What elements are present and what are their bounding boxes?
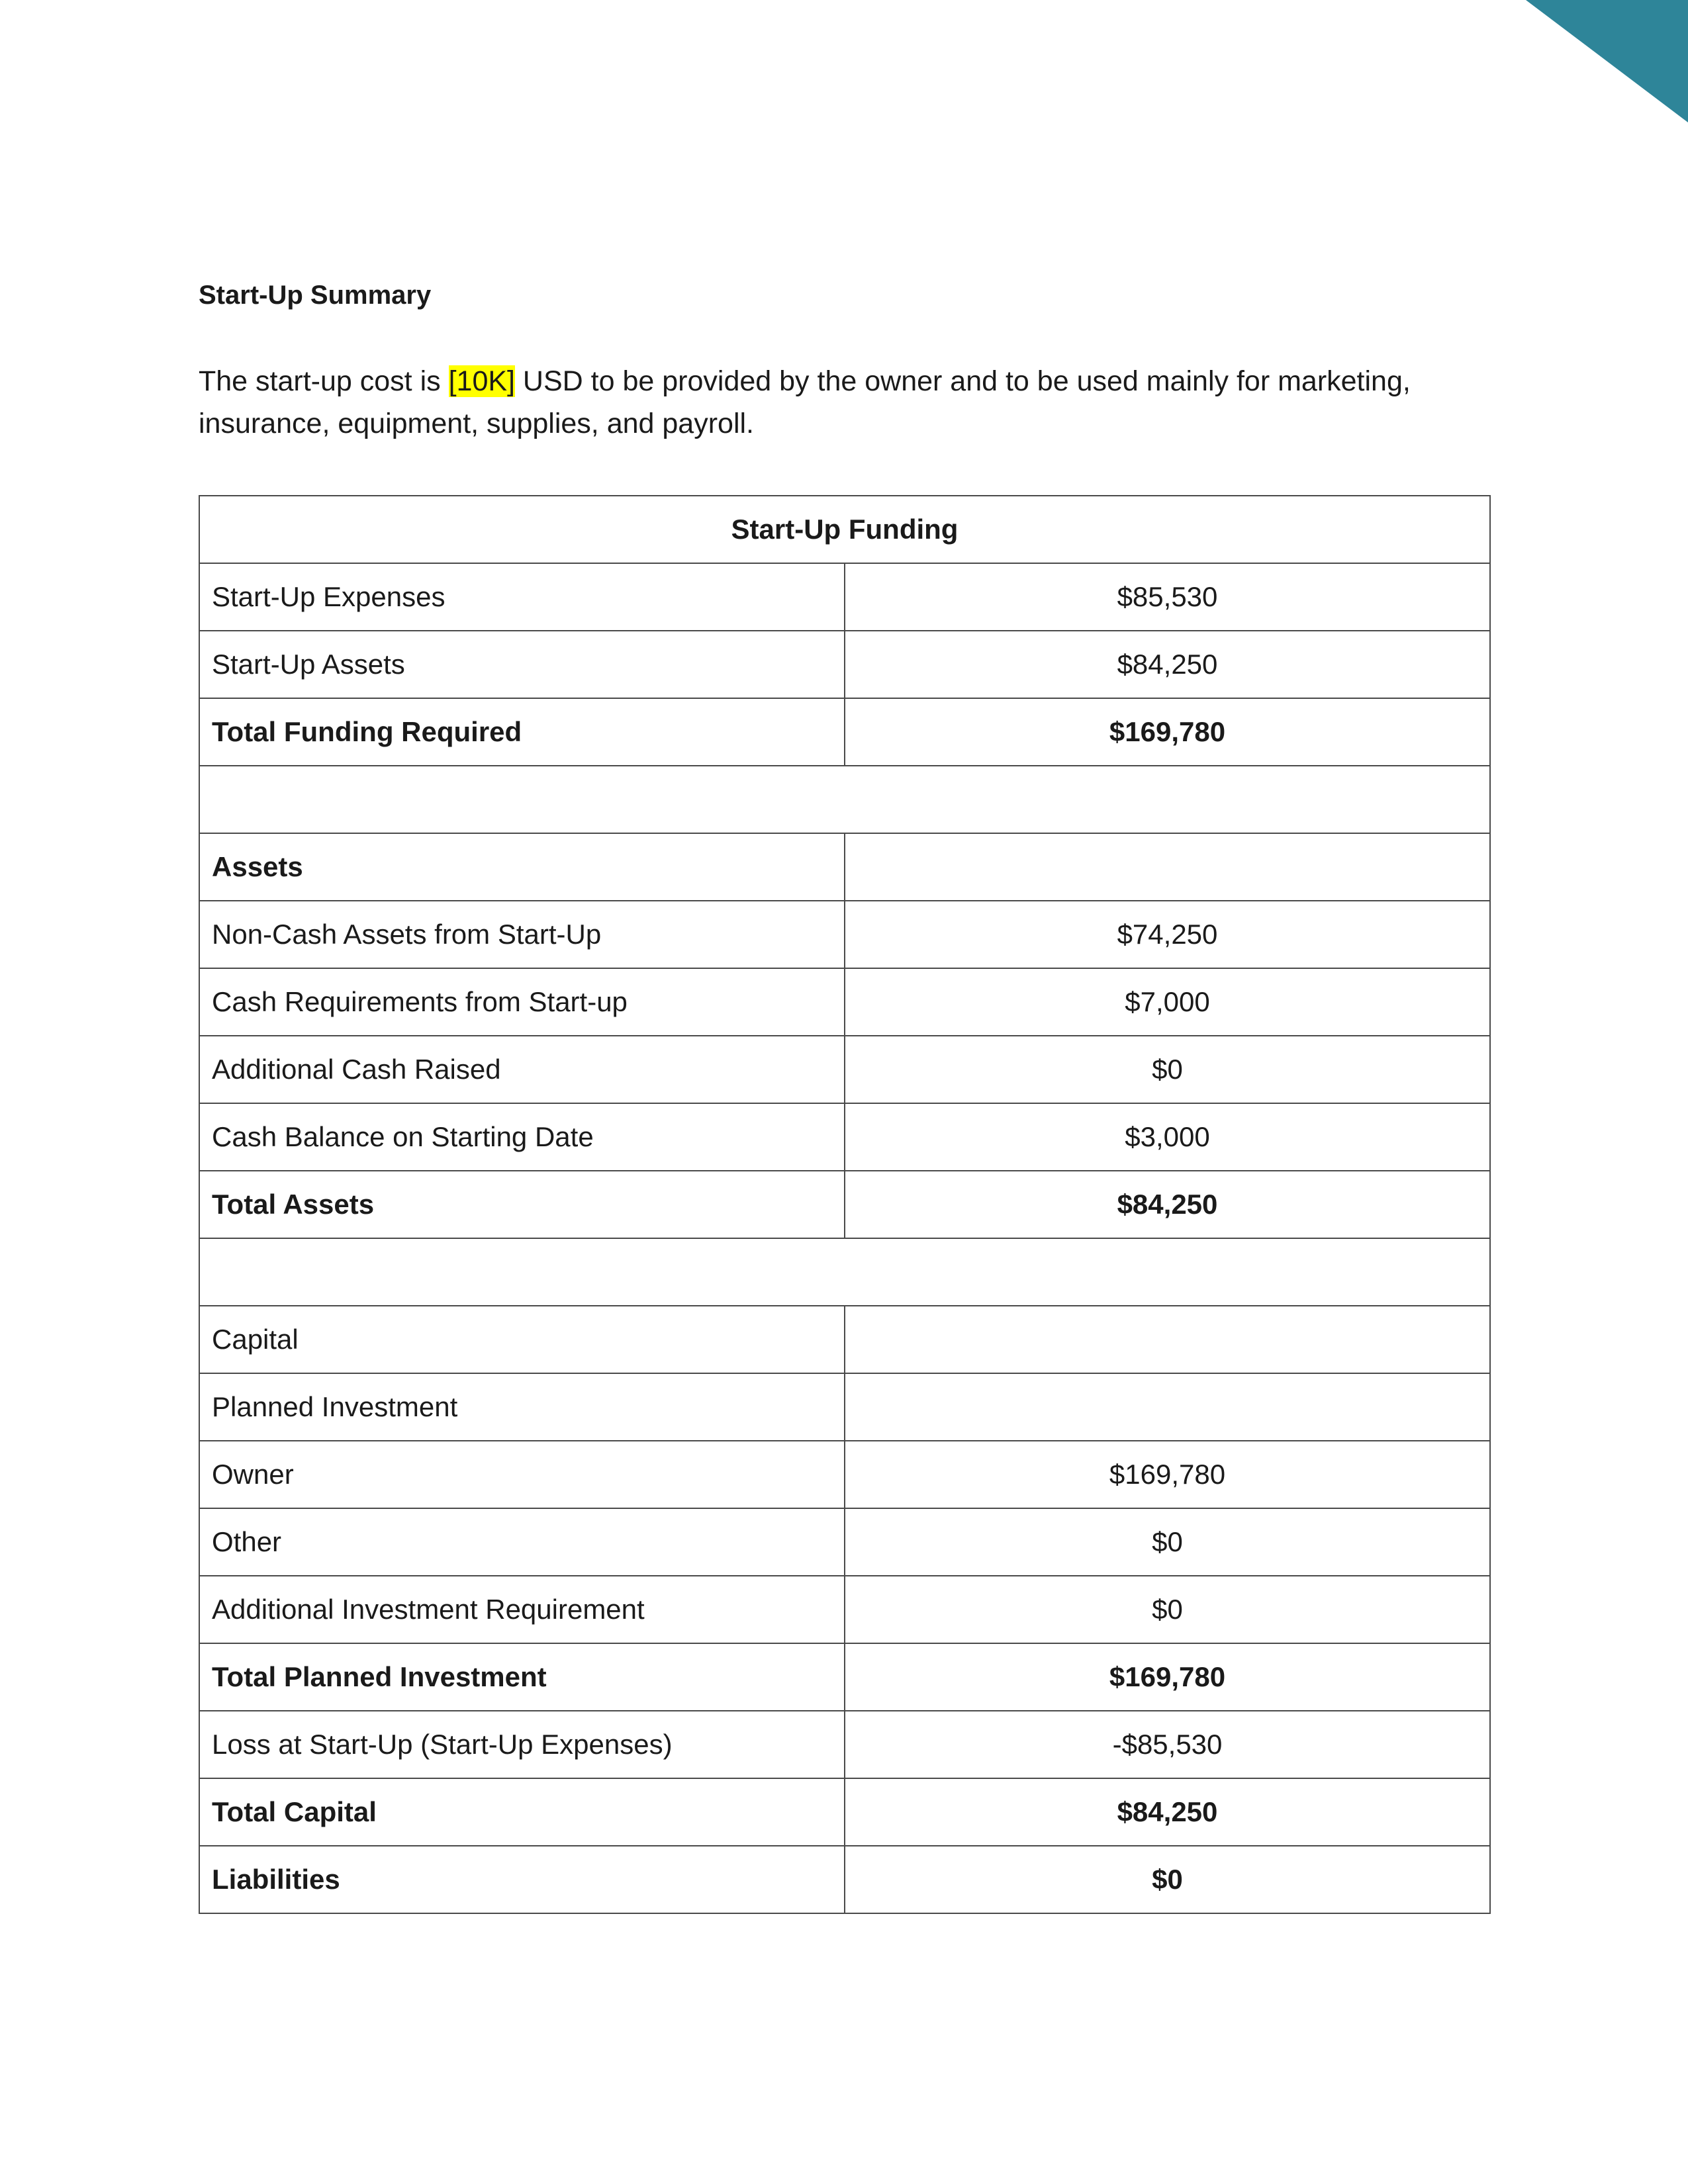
intro-paragraph xyxy=(199,360,1491,445)
table-row xyxy=(199,1643,1490,1711)
row-label: Additional Investment Requirement xyxy=(199,1576,845,1643)
table-title: Start-Up Funding xyxy=(199,496,1490,563)
spacer-cell xyxy=(199,1238,1490,1306)
row-value xyxy=(845,1306,1490,1373)
document-page xyxy=(199,278,1491,1914)
row-value: $84,250 xyxy=(845,631,1490,698)
table-row xyxy=(199,563,1490,631)
row-value: $0 xyxy=(845,1576,1490,1643)
row-value: $0 xyxy=(845,1508,1490,1576)
row-value: $3,000 xyxy=(845,1103,1490,1171)
row-value: $169,780 xyxy=(845,698,1490,766)
table-row xyxy=(199,1508,1490,1576)
row-value xyxy=(845,833,1490,901)
row-label: Start-Up Expenses xyxy=(199,563,845,631)
row-value xyxy=(845,1373,1490,1441)
row-label: Loss at Start-Up (Start-Up Expenses) xyxy=(199,1711,845,1778)
table-row xyxy=(199,631,1490,698)
row-value: $74,250 xyxy=(845,901,1490,968)
table-row xyxy=(199,833,1490,901)
row-value: $0 xyxy=(845,1846,1490,1913)
row-value: $7,000 xyxy=(845,968,1490,1036)
row-label: Liabilities xyxy=(199,1846,845,1913)
row-label: Planned Investment xyxy=(199,1373,845,1441)
table-row xyxy=(199,1036,1490,1103)
row-label: Owner xyxy=(199,1441,845,1508)
row-label: Assets xyxy=(199,833,845,901)
section-heading: Start-Up Summary xyxy=(199,281,432,310)
table-row xyxy=(199,698,1490,766)
intro-text-after: USD to be provided by the owner and to be used mainly for marketing, insurance, equipment, supplies, and payroll. xyxy=(199,365,1411,439)
row-value: $84,250 xyxy=(845,1778,1490,1846)
spacer-cell xyxy=(199,766,1490,833)
startup-funding-table xyxy=(199,495,1491,1914)
row-label: Non-Cash Assets from Start-Up xyxy=(199,901,845,968)
highlighted-placeholder: [10K] xyxy=(448,365,515,397)
table-row xyxy=(199,1306,1490,1373)
row-value: $169,780 xyxy=(845,1643,1490,1711)
table-row xyxy=(199,1171,1490,1238)
table-row xyxy=(199,1576,1490,1643)
table-row xyxy=(199,1846,1490,1913)
row-value: $0 xyxy=(845,1036,1490,1103)
table-row xyxy=(199,901,1490,968)
table-spacer-row xyxy=(199,766,1490,833)
row-value: $84,250 xyxy=(845,1171,1490,1238)
table-row xyxy=(199,1778,1490,1846)
row-label: Cash Requirements from Start-up xyxy=(199,968,845,1036)
row-label: Total Capital xyxy=(199,1778,845,1846)
table-row xyxy=(199,1711,1490,1778)
corner-decoration xyxy=(1526,0,1688,122)
table-row xyxy=(199,1103,1490,1171)
row-value: $169,780 xyxy=(845,1441,1490,1508)
table-row xyxy=(199,968,1490,1036)
row-label: Other xyxy=(199,1508,845,1576)
row-value: -$85,530 xyxy=(845,1711,1490,1778)
intro-text-before: The start-up cost is xyxy=(199,365,449,397)
row-label: Capital xyxy=(199,1306,845,1373)
row-label: Total Funding Required xyxy=(199,698,845,766)
table-row xyxy=(199,1441,1490,1508)
row-label: Additional Cash Raised xyxy=(199,1036,845,1103)
row-value: $85,530 xyxy=(845,563,1490,631)
table-spacer-row xyxy=(199,1238,1490,1306)
row-label: Total Planned Investment xyxy=(199,1643,845,1711)
row-label: Total Assets xyxy=(199,1171,845,1238)
table-title-row xyxy=(199,496,1490,563)
row-label: Cash Balance on Starting Date xyxy=(199,1103,845,1171)
row-label: Start-Up Assets xyxy=(199,631,845,698)
table-row xyxy=(199,1373,1490,1441)
